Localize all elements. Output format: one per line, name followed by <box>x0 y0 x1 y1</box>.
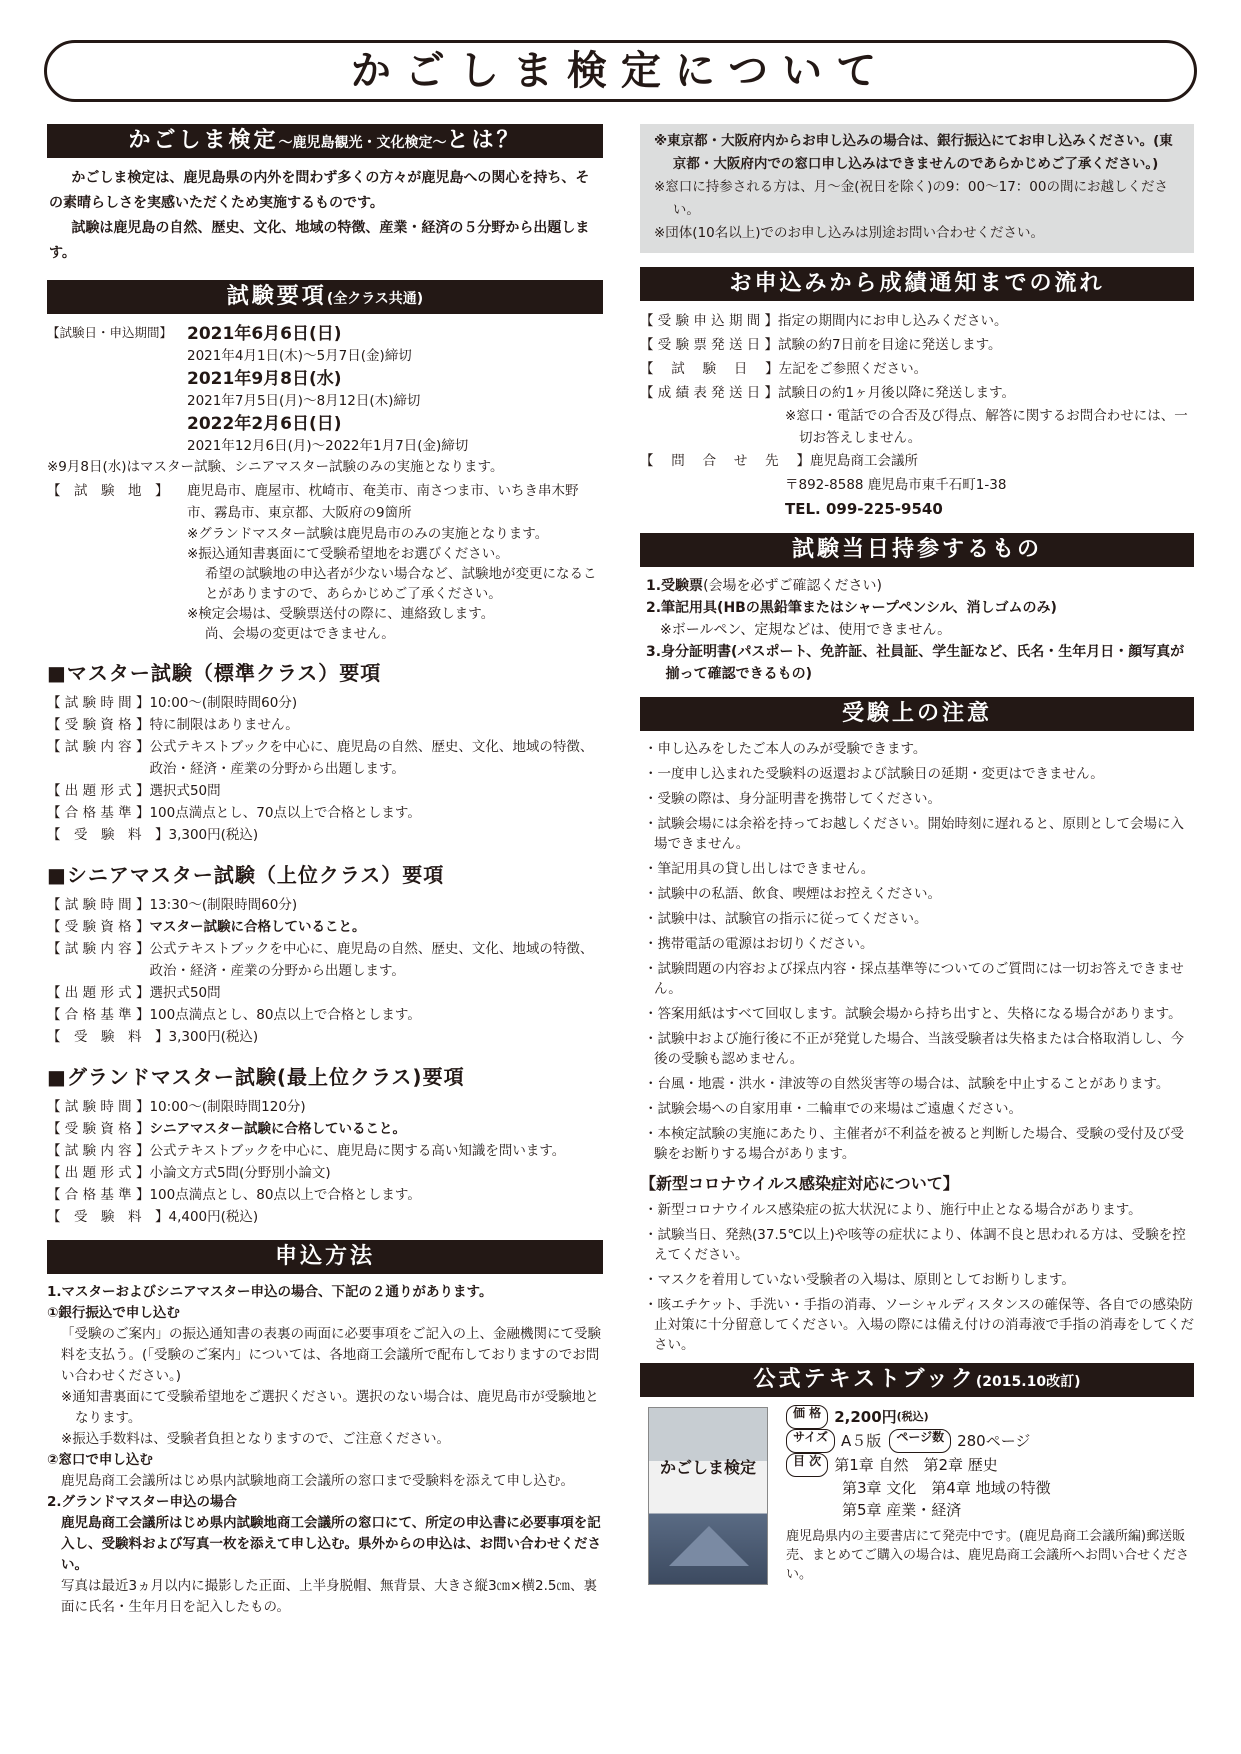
flow-row-result <box>640 381 1194 405</box>
book-price-label: 価 格 <box>786 1405 828 1429</box>
notice-1: ※東京都・大阪府内からお申し込みの場合は、銀行振込にてお申し込みください。(東京都・大阪府内での窓口申し込みはできませんのであらかじめご了承ください。) <box>654 133 1173 172</box>
flow-body <box>640 309 1194 521</box>
master-fee-label: 【 受 験 料 】 <box>47 827 169 843</box>
flow-contact-label: 【 問 合 せ 先 】 <box>640 453 810 469</box>
apply-line-3: 「受験のご案内」の振込通知書の表裏の両面に必要事項をご記入の上、金融機関にて受験料を支払う。(「受験のご案内」については、各地商工会議所で配布しておりますのでお問い合わせください。) <box>61 1326 601 1384</box>
notice-box <box>640 124 1194 253</box>
master-time-row <box>47 692 603 714</box>
senior-time-label: 【 試 験 時 間 】 <box>47 897 150 913</box>
book-heading <box>640 1363 1194 1397</box>
senior-pass: 100点満点とし、80点以上で合格とします。 <box>149 1007 421 1023</box>
covid-item: ・新型コロナウイルス感染症の拡大状況により、施行中止となる場合があります。 <box>644 1202 1142 1218</box>
exam-place-row <box>47 480 603 524</box>
master-pass-row <box>47 802 603 824</box>
grand-fee-row <box>47 1206 603 1228</box>
right-column <box>640 124 1194 1585</box>
notice-2: ※窓口に持参される方は、月〜金(祝日を除く)の9：00〜17：00の間にお越しください。 <box>654 179 1168 218</box>
covid-list <box>640 1200 1194 1355</box>
exam-place-note-3: 希望の試験地の申込者が少ない場合など、試験地が変更になることがありますので、あらかじめご了承ください。 <box>205 566 597 602</box>
exam-place-note-4: ※検定会場は、受験票送付の際に、連絡致します。 <box>187 606 495 622</box>
book-size: A５版 <box>841 1432 882 1450</box>
senior-fee-row <box>47 1026 603 1048</box>
master-fee-row <box>47 824 603 846</box>
exam-date-row <box>47 322 603 346</box>
senior-qual-row <box>47 916 603 938</box>
book-cover-image <box>648 1407 768 1585</box>
exam-place-note-1: ※グランドマスター試験は鹿児島市のみの実施となります。 <box>187 526 549 542</box>
master-qual: 特に制限はありません。 <box>149 717 299 733</box>
flow-contact: 鹿児島商工会議所 <box>809 453 918 469</box>
book-heading-sub: (2015.10改訂) <box>975 1374 1081 1390</box>
master-format-label: 【 出 題 形 式 】 <box>47 783 150 799</box>
apply-line-9: 鹿児島商工会議所はじめ県内試験地商工会議所の窓口にて、所定の申込書に必要事項を記入し、受験料および写真一枚を添えて申し込む。県外からの申込は、お問い合わせください。 <box>61 1515 601 1573</box>
apply-line-10: 写真は最近3ヵ月以内に撮影した正面、上半身脱帽、無背景、大きさ縦3㎝×横2.5㎝、裏面に氏名・生年月日を記入したもの。 <box>61 1578 597 1615</box>
book-pages-label: ページ数 <box>889 1429 951 1453</box>
senior-pass-label: 【 合 格 基 準 】 <box>47 1007 150 1023</box>
exam-place: 鹿児島市、鹿屋市、枕崎市、奄美市、南さつま市、いちき串木野市、霧島市、東京都、大阪府の9箇所 <box>187 483 579 521</box>
grand-pass: 100点満点とし、80点以上で合格とします。 <box>149 1187 421 1203</box>
about-text <box>47 166 603 266</box>
caution-item: ・申し込みをしたご本人のみが受験できます。 <box>644 741 927 757</box>
master-fee: 3,300円(税込) <box>168 827 259 843</box>
master-content-label: 【 試 験 内 容 】 <box>47 739 150 755</box>
caution-item: ・試験会場への自家用車・二輪車での来場はご遠慮ください。 <box>644 1101 1022 1117</box>
flow-row-date <box>640 357 1194 381</box>
exam-heading <box>47 280 603 314</box>
senior-format-row <box>47 982 603 1004</box>
grand-format-label: 【 出 題 形 式 】 <box>47 1165 150 1181</box>
grand-content: 公式テキストブックを中心に、鹿児島に関する高い知識を問います。 <box>149 1143 566 1159</box>
master-format: 選択式50問 <box>149 783 221 799</box>
exam-place-note-5: 尚、会場の変更はできません。 <box>205 626 395 642</box>
about-heading-main: かごしま検定 <box>128 128 279 153</box>
exam-date-2-period: 2021年7月5日(月)〜8月12日(木)締切 <box>187 393 421 409</box>
about-paragraph-1: かごしま検定は、鹿児島県の内外を問わず多くの方々が鹿児島への関心を持ち、その素晴らしさを実感いただくため実施するものです。 <box>49 170 590 211</box>
grand-time-label: 【 試 験 時 間 】 <box>47 1099 150 1115</box>
left-column <box>47 124 603 1618</box>
apply-heading: 申込方法 <box>47 1240 603 1274</box>
book-pages: 280ページ <box>957 1432 1031 1450</box>
book-toc-2: 第3章 文化 第4章 地域の特徴 <box>842 1479 1051 1497</box>
bring-item-2-note: ※ボールペン、定規などは、使用できません。 <box>660 622 952 638</box>
grand-time-row <box>47 1096 603 1118</box>
book-toc-label: 目 次 <box>786 1453 828 1477</box>
apply-line-6: ②窓口で申し込む <box>47 1452 153 1468</box>
master-qual-row <box>47 714 603 736</box>
book-price-row <box>786 1405 1194 1429</box>
flow-apply: 指定の期間内にお申し込みください。 <box>778 313 1008 329</box>
exam-date-3-period: 2021年12月6日(月)〜2022年1月7日(金)締切 <box>187 438 469 454</box>
flow-date: 左記をご参照ください。 <box>778 361 928 377</box>
caution-item: ・一度申し込まれた受験料の返還および試験日の延期・変更はできません。 <box>644 766 1104 782</box>
flow-result: 試験日の約1ヶ月後以降に発送します。 <box>778 385 1016 401</box>
apply-line-8: 2.グランドマスター申込の場合 <box>47 1494 238 1510</box>
caution-list <box>640 739 1194 1164</box>
flow-row-ticket <box>640 333 1194 357</box>
caution-item: ・試験会場には余裕を持ってお越しください。開始時刻に遅れると、原則として会場に入場できません。 <box>644 816 1184 852</box>
senior-content-label: 【 試 験 内 容 】 <box>47 941 150 957</box>
senior-qual: マスター試験に合格していること。 <box>149 919 366 935</box>
senior-time-row <box>47 894 603 916</box>
about-heading-tail: とは？ <box>446 128 522 153</box>
book-toc-3: 第5章 産業・経済 <box>842 1501 962 1519</box>
bring-item-3: 3.身分証明書(パスポート、免許証、社員証、学生証など、氏名・生年月日・顔写真が揃って確認できるもの) <box>646 644 1185 682</box>
senior-fee-label: 【 受 験 料 】 <box>47 1029 169 1045</box>
book-section <box>640 1405 1194 1585</box>
bring-item-1: 1.受験票 <box>646 578 704 594</box>
grand-format-row <box>47 1162 603 1184</box>
caution-item: ・台風・地震・洪水・津波等の自然災害等の場合は、試験を中止することがあります。 <box>644 1076 1170 1092</box>
caution-item: ・受験の際は、身分証明書を携帯してください。 <box>644 791 941 807</box>
grand-qual-row <box>47 1118 603 1140</box>
caution-item: ・筆記用具の貸し出しはできません。 <box>644 861 875 877</box>
senior-time: 13:30〜(制限時間60分) <box>149 897 298 913</box>
grand-content-row <box>47 1140 603 1162</box>
covid-heading: 【新型コロナウイルス感染症対応について】 <box>640 1174 959 1193</box>
grand-pass-label: 【 合 格 基 準 】 <box>47 1187 150 1203</box>
flow-row-apply <box>640 309 1194 333</box>
exam-place-note-2: ※振込通知書裏面にて受験希望地をお選びください。 <box>187 546 509 562</box>
master-content-row <box>47 736 603 780</box>
book-size-label: サイズ <box>786 1429 835 1453</box>
caution-item: ・試験問題の内容および採点内容・採点基準等についてのご質問には一切お答えできません。 <box>644 961 1184 997</box>
flow-tel: TEL. 099-225-9540 <box>785 500 943 518</box>
exam-date-note: ※9月8日(水)はマスター試験、シニアマスター試験のみの実施となります。 <box>47 459 504 475</box>
exam-date-label: 【試験日・申込期間】 <box>47 325 173 340</box>
covid-item: ・咳エチケット、手洗い・手指の消毒、ソーシャルディスタンスの確保等、各自での感染防止対策に十分留意してください。入場の際には備え付けの消毒液で手指の消毒をしてください。 <box>644 1297 1194 1353</box>
caution-item: ・試験中は、試験官の指示に従ってください。 <box>644 911 928 927</box>
apply-line-2: ①銀行振込で申し込む <box>47 1305 180 1321</box>
apply-line-7: 鹿児島商工会議所はじめ県内試験地商工会議所の窓口まで受験料を添えて申し込む。 <box>61 1473 574 1489</box>
caution-item: ・試験中の私語、飲食、喫煙はお控えください。 <box>644 886 941 902</box>
page-title: かごしま検定について <box>350 48 891 94</box>
senior-pass-row <box>47 1004 603 1026</box>
apply-line-1: 1.マスターおよびシニアマスター申込の場合、下記の２通りがあります。 <box>47 1284 493 1300</box>
bring-heading: 試験当日持参するもの <box>640 533 1194 567</box>
flow-ticket: 試験の約7日前を目途に発送します。 <box>778 337 1002 353</box>
about-heading-sub: 〜鹿児島観光・文化検定〜 <box>278 135 447 151</box>
master-time: 10:00〜(制限時間60分) <box>149 695 298 711</box>
book-toc-1: 第1章 自然 第2章 歴史 <box>834 1456 998 1474</box>
grand-qual-label: 【 受 験 資 格 】 <box>47 1121 150 1137</box>
book-sale-info: 鹿児島県内の主要書店にて発売中です。(鹿児島商工会議所編)郵送販売、まとめてご購入の場合は、鹿児島商工会議所へお問い合せください。 <box>786 1529 1190 1582</box>
grand-format: 小論文方式5問(分野別小論文) <box>149 1165 331 1181</box>
flow-result-label: 【 成 績 表 発 送 日 】 <box>640 385 779 401</box>
flow-date-label: 【 試 験 日 】 <box>640 361 779 377</box>
book-price-tax: (税込) <box>896 1410 929 1423</box>
master-heading: ■マスター試験（標準クラス）要項 <box>47 661 382 685</box>
senior-content: 公式テキストブックを中心に、鹿児島の自然、歴史、文化、地域の特徴、政治・経済・産業の分野から出題します。 <box>149 941 594 979</box>
apply-line-4: ※通知書裏面にて受験希望地をご選択ください。選択のない場合は、鹿児島市が受験地となります。 <box>61 1389 599 1426</box>
caution-item: ・答案用紙はすべて回収します。試験会場から持ち出すと、失格になる場合があります。 <box>644 1006 1182 1022</box>
exam-date-1-period: 2021年4月1日(木)〜5月7日(金)締切 <box>187 348 412 364</box>
apply-line-5: ※振込手数料は、受験者負担となりますので、ご注意ください。 <box>61 1431 451 1447</box>
senior-fee: 3,300円(税込) <box>168 1029 259 1045</box>
book-heading-main: 公式テキストブック <box>753 1367 976 1392</box>
flow-apply-label: 【 受 験 申 込 期 間 】 <box>640 313 779 329</box>
senior-qual-label: 【 受 験 資 格 】 <box>47 919 150 935</box>
grand-heading: ■グランドマスター試験(最上位クラス)要項 <box>47 1065 465 1089</box>
book-cover-title: かごしま検定 <box>659 1458 756 1477</box>
book-info <box>786 1405 1194 1585</box>
grand-fee-label: 【 受 験 料 】 <box>47 1209 169 1225</box>
page-title-box <box>44 40 1197 102</box>
senior-content-row <box>47 938 603 982</box>
exam-date-1: 2021年6月6日(日) <box>187 324 342 344</box>
senior-heading: ■シニアマスター試験（上位クラス）要項 <box>47 863 445 887</box>
exam-date-2: 2021年9月8日(水) <box>187 369 342 389</box>
exam-date-3: 2022年2月6日(日) <box>187 414 342 434</box>
master-time-label: 【 試 験 時 間 】 <box>47 695 150 711</box>
grand-qual: シニアマスター試験に合格していること。 <box>149 1121 406 1137</box>
covid-item: ・マスクを着用していない受験者の入場は、原則としてお断りします。 <box>644 1272 1075 1288</box>
apply-body <box>47 1282 603 1618</box>
flow-ticket-label: 【 受 験 票 発 送 日 】 <box>640 337 779 353</box>
exam-heading-main: 試験要項 <box>226 284 327 309</box>
flow-result-note: ※窓口・電話での合否及び得点、解答に関するお問合わせには、一切お答えしません。 <box>785 408 1188 446</box>
bring-body <box>640 575 1194 685</box>
senior-format-label: 【 出 題 形 式 】 <box>47 985 150 1001</box>
master-pass-label: 【 合 格 基 準 】 <box>47 805 150 821</box>
senior-format: 選択式50問 <box>149 985 221 1001</box>
exam-heading-sub: (全クラス共通) <box>326 291 424 307</box>
master-qual-label: 【 受 験 資 格 】 <box>47 717 150 733</box>
caution-heading: 受験上の注意 <box>640 697 1194 731</box>
mountain-icon <box>669 1526 749 1566</box>
about-paragraph-2: 試験は鹿児島の自然、歴史、文化、地域の特徴、産業・経済の５分野から出題します。 <box>49 220 590 261</box>
caution-item: ・本検定試験の実施にあたり、主催者が不利益を被ると判断した場合、受験の受付及び受験をお断りする場合があります。 <box>644 1126 1184 1162</box>
flow-address: 〒892-8588 鹿児島市東千石町1-38 <box>785 477 1007 493</box>
grand-time: 10:00〜(制限時間120分) <box>149 1099 306 1115</box>
bring-item-2: 2.筆記用具(HBの黒鉛筆またはシャープペンシル、消しゴムのみ) <box>646 600 1057 616</box>
flow-heading: お申込みから成績通知までの流れ <box>640 267 1194 301</box>
grand-fee: 4,400円(税込) <box>168 1209 259 1225</box>
about-heading <box>47 124 603 158</box>
caution-item: ・携帯電話の電源はお切りください。 <box>644 936 874 952</box>
grand-pass-row <box>47 1184 603 1206</box>
master-format-row <box>47 780 603 802</box>
flow-row-contact <box>640 449 1194 473</box>
bring-item-1-sub: (会場を必ずご確認ください) <box>703 578 882 594</box>
book-toc-row <box>786 1453 1194 1477</box>
book-size-row <box>786 1429 1194 1453</box>
grand-content-label: 【 試 験 内 容 】 <box>47 1143 150 1159</box>
covid-item: ・試験当日、発熱(37.5℃以上)や咳等の症状により、体調不良と思われる方は、受験を控えてください。 <box>644 1227 1186 1263</box>
exam-place-label: 【 試 験 地 】 <box>47 483 169 499</box>
master-pass: 100点満点とし、70点以上で合格とします。 <box>149 805 421 821</box>
notice-3: ※団体(10名以上)でのお申し込みは別途お問い合わせください。 <box>654 225 1045 241</box>
master-content: 公式テキストブックを中心に、鹿児島の自然、歴史、文化、地域の特徴、政治・経済・産業の分野から出題します。 <box>149 739 594 777</box>
book-price: 2,200円 <box>834 1408 897 1426</box>
caution-item: ・試験中および施行後に不正が発覚した場合、当該受験者は失格または合格取消しし、今後の受験も認めません。 <box>644 1031 1184 1067</box>
